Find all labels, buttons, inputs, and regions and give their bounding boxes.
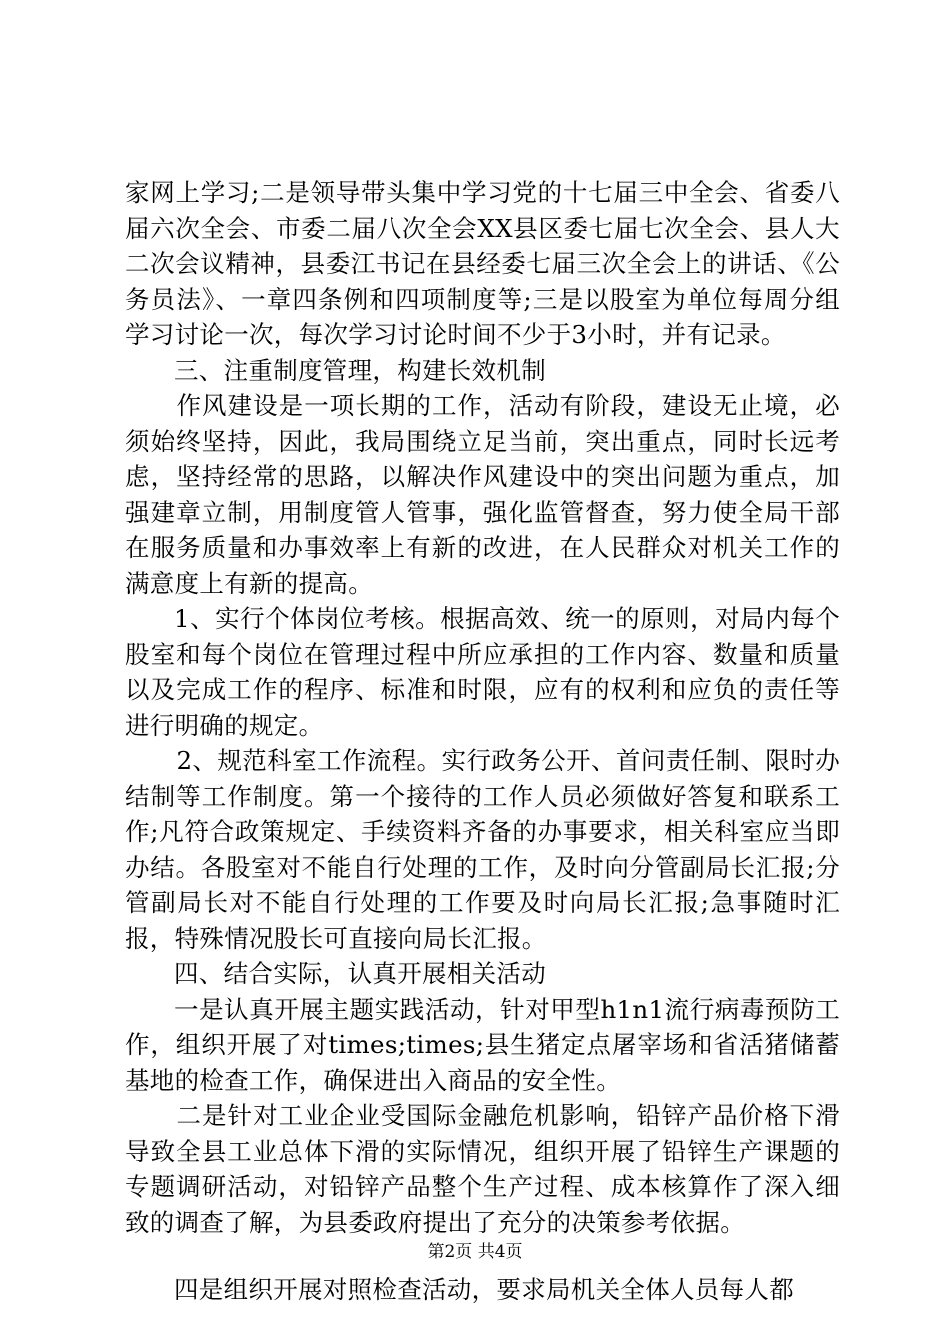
paragraph-study-continued: 家网上学习;二是领导带头集中学习党的十七届三中全会、省委八届六次全会、市委二届八次全会XX县区委七届七次全会、县人大二次会议精神，县委江书记在县经委七届三次全会上的讲话、《公务员法》、一章四条例和四项制度等;三是以股室为单位每周分组学习讨论一次，每次学习讨论时间不少于3小时，并有记录。 — [125, 178, 840, 349]
paragraph-activity-1: 一是认真开展主题实践活动，针对甲型h1n1流行病毒预防工作，组织开展了对times;times;县生猪定点屠宰场和省活猪储蓄基地的检查工作，确保进出入商品的安全性。 — [125, 994, 840, 1095]
section-heading-4: 四、结合实际，认真开展相关活动 — [174, 959, 546, 988]
document-body — [125, 175, 840, 1308]
page-number-label: 第2页 共4页 — [427, 1242, 523, 1262]
paragraph-activity-4: 四是组织开展对照检查活动，要求局机关全体人员每人都 — [174, 1275, 794, 1304]
page-footer — [0, 1242, 950, 1262]
paragraph-item-1: 1、实行个体岗位考核。根据高效、统一的原则，对局内每个股室和每个岗位在管理过程中所应承担的工作内容、数量和质量以及完成工作的程序、标准和时限，应有的权利和应负的责任等进行明确的规定。 — [125, 604, 840, 740]
section-heading-3: 三、注重制度管理，构建长效机制 — [174, 355, 546, 385]
paragraph-activity-2: 二是针对工业企业受国际金融危机影响，铅锌产品价格下滑导致全县工业总体下滑的实际情况，组织开展了铅锌生产课题的专题调研活动，对铅锌产品整个生产过程、成本核算作了深入细致的调查了解，为县委政府提出了充分的决策参考依据。 — [125, 1101, 840, 1237]
paragraph-item-2: 2、规范科室工作流程。实行政务公开、首问责任制、限时办结制等工作制度。第一个接待的工作人员必须做好答复和联系工作;凡符合政策规定、手续资料齐备的办事要求，相关科室应当即办结。各股室对不能自行处理的工作，及时向分管副局长汇报;分管副局长对不能自行处理的工作要及时向局长汇报;急事随时汇报，特殊情况股长可直接向局长汇报。 — [125, 746, 840, 953]
paragraph-work-style: 作风建设是一项长期的工作，活动有阶段，建设无止境，必须始终坚持，因此，我局围绕立足当前，突出重点，同时长远考虑，坚持经常的思路，以解决作风建设中的突出问题为重点，加强建章立制，用制度管人管事，强化监管督查，努力使全局干部在服务质量和办事效率上有新的改进，在人民群众对机关工作的满意度上有新的提高。 — [125, 391, 840, 598]
